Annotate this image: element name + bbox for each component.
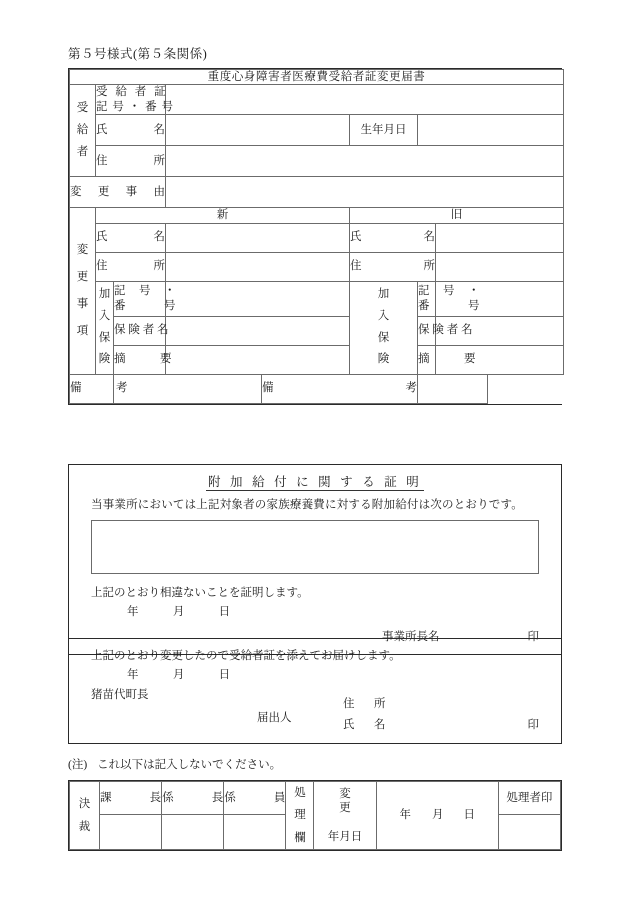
approval-vertical-label — [70, 782, 100, 850]
handler-seal-header: 処理者印 — [498, 782, 560, 815]
submission-date-line[interactable] — [69, 663, 561, 682]
new-insurance-char-3: 保 — [98, 331, 111, 344]
approval-char-2: 裁 — [78, 820, 91, 833]
proc-year-label: 年 — [399, 809, 412, 822]
certification-date-line[interactable] — [69, 600, 561, 619]
new-summary-label: 摘 要 — [114, 345, 166, 374]
change-items-char-4: 項 — [76, 324, 89, 337]
new-summary-field[interactable] — [166, 345, 350, 374]
processing-char-1: 処 — [294, 787, 306, 799]
change-items-vertical-label — [70, 208, 96, 374]
recipient-address-field[interactable] — [166, 146, 564, 177]
staff-header: 係 員 — [224, 782, 286, 815]
subsection-chief-header: 係 長 — [162, 782, 224, 815]
change-items-char-2: 更 — [76, 270, 89, 283]
processing-vertical-label — [286, 782, 314, 850]
applicant-block — [239, 694, 539, 736]
old-summary-label: 摘 要 — [418, 345, 436, 374]
old-name-field[interactable] — [436, 223, 564, 252]
processing-table — [68, 780, 562, 851]
column-heading-old: 旧 — [350, 208, 564, 223]
old-address-field[interactable] — [436, 252, 564, 281]
new-insurer-name-label: 保 険 者 名 — [114, 316, 166, 345]
subsection-chief-field[interactable] — [162, 815, 224, 850]
applicant-address-row — [343, 694, 539, 715]
old-remarks-label: 備 考 — [262, 374, 418, 403]
old-insurance-symbol-label: 記 号 ・ 番 号 — [418, 281, 436, 316]
office-head-name-label: 事業所長名 — [382, 631, 440, 643]
column-heading-new: 新 — [96, 208, 350, 223]
new-insurer-name-field[interactable] — [166, 316, 350, 345]
recipient-name-label: 氏 名 — [96, 115, 166, 146]
old-insurance-char-1: 加 — [377, 287, 390, 300]
new-name-label: 氏 名 — [96, 223, 166, 252]
new-insurance-vertical-label — [96, 281, 114, 374]
new-address-field[interactable] — [166, 252, 350, 281]
change-date-label-bottom: 年月日 — [327, 830, 363, 843]
new-remarks-label: 備 考 — [70, 374, 114, 403]
new-insurance-char-2: 入 — [98, 309, 111, 322]
submission-section — [68, 638, 562, 744]
certification-day-label: 日 — [218, 606, 231, 618]
form-number: 第５号様式(第５条関係) — [68, 47, 208, 61]
submission-month-label: 月 — [172, 669, 185, 681]
new-insurance-char-4: 険 — [98, 353, 111, 366]
certification-lead-text: 当事業所においては上記対象者の家族療養費に対する附加給付は次のとおりです。 — [91, 499, 523, 511]
cert-number-label: 受 給 者 証 記 号 ・ 番 号 — [96, 86, 174, 113]
section-chief-header: 課 長 — [100, 782, 162, 815]
note-text: これ以下は記入しないでください。 — [97, 759, 282, 771]
change-date-label-top: 変 更 — [339, 788, 377, 815]
certification-title: 附 加 給 付 に 関 す る 証 明 — [208, 475, 422, 489]
office-head-seal-label[interactable]: 印 — [527, 631, 539, 643]
recipient-label-char-1: 受 — [76, 101, 89, 114]
recipient-name-field[interactable] — [166, 115, 350, 146]
submission-day-label: 日 — [218, 669, 231, 681]
change-items-char-1: 変 — [76, 243, 89, 256]
certification-section — [68, 464, 562, 655]
processing-char-3: 欄 — [294, 831, 306, 844]
section-chief-field[interactable] — [100, 815, 162, 850]
staff-field[interactable] — [224, 815, 286, 850]
applicant-name-label: 氏 名 — [343, 719, 390, 731]
submission-statement: 上記のとおり変更したので受給者証を添えてお届けします。 — [91, 650, 401, 662]
page-title: 重度心身障害者医療費受給者証変更届書 — [70, 70, 564, 85]
cert-number-field[interactable] — [166, 85, 564, 115]
new-insurance-symbol-label: 記 号 ・ 番 号 — [114, 281, 166, 316]
recipient-vertical-label — [70, 85, 96, 177]
old-address-label: 住 所 — [350, 252, 436, 281]
certification-free-text-box[interactable] — [91, 520, 539, 574]
old-name-label: 氏 名 — [350, 223, 436, 252]
certification-month-label: 月 — [172, 606, 185, 618]
new-address-label: 住 所 — [96, 252, 166, 281]
applicant-label: 届出人 — [257, 712, 292, 724]
certification-year-label: 年 — [127, 606, 139, 618]
note-marker: (注) — [68, 759, 88, 771]
old-insurance-vertical-label — [350, 281, 418, 374]
new-insurance-char-1: 加 — [98, 287, 111, 300]
old-insurance-char-3: 保 — [377, 331, 390, 344]
applicant-name-row — [343, 715, 539, 736]
old-insurer-name-label: 保 険 者 名 — [418, 316, 436, 345]
main-form-table — [68, 68, 562, 405]
processing-char-2: 理 — [294, 809, 306, 822]
new-name-field[interactable] — [166, 223, 350, 252]
change-reason-field[interactable] — [166, 177, 564, 208]
new-remarks-field[interactable] — [114, 374, 262, 403]
recipient-label-char-3: 者 — [76, 145, 89, 158]
change-reason-label: 変 更 事 由 — [70, 177, 166, 208]
birthdate-field[interactable] — [418, 115, 564, 146]
birthdate-label: 生年月日 — [350, 115, 418, 146]
handler-seal-field[interactable] — [498, 815, 560, 850]
change-date-field[interactable] — [376, 782, 498, 850]
old-remarks-field[interactable] — [418, 374, 488, 403]
certification-statement: 上記のとおり相違ないことを証明します。 — [91, 587, 309, 599]
change-items-char-3: 事 — [76, 297, 89, 310]
old-insurance-char-2: 入 — [377, 309, 390, 322]
old-insurance-char-4: 険 — [377, 353, 390, 366]
recipient-address-label: 住 所 — [96, 146, 166, 177]
approval-char-1: 決 — [78, 798, 91, 811]
proc-month-label: 月 — [431, 809, 444, 822]
recipient-label-char-2: 給 — [76, 123, 89, 136]
note-line — [68, 756, 281, 772]
new-insurance-symbol-field[interactable] — [166, 281, 350, 316]
proc-day-label: 日 — [463, 809, 475, 822]
addressee-mayor: 猪苗代町長 — [91, 689, 149, 701]
applicant-seal-label[interactable]: 印 — [527, 719, 539, 731]
applicant-address-label: 住 所 — [343, 698, 390, 710]
submission-year-label: 年 — [127, 669, 139, 681]
change-date-label — [314, 782, 376, 850]
